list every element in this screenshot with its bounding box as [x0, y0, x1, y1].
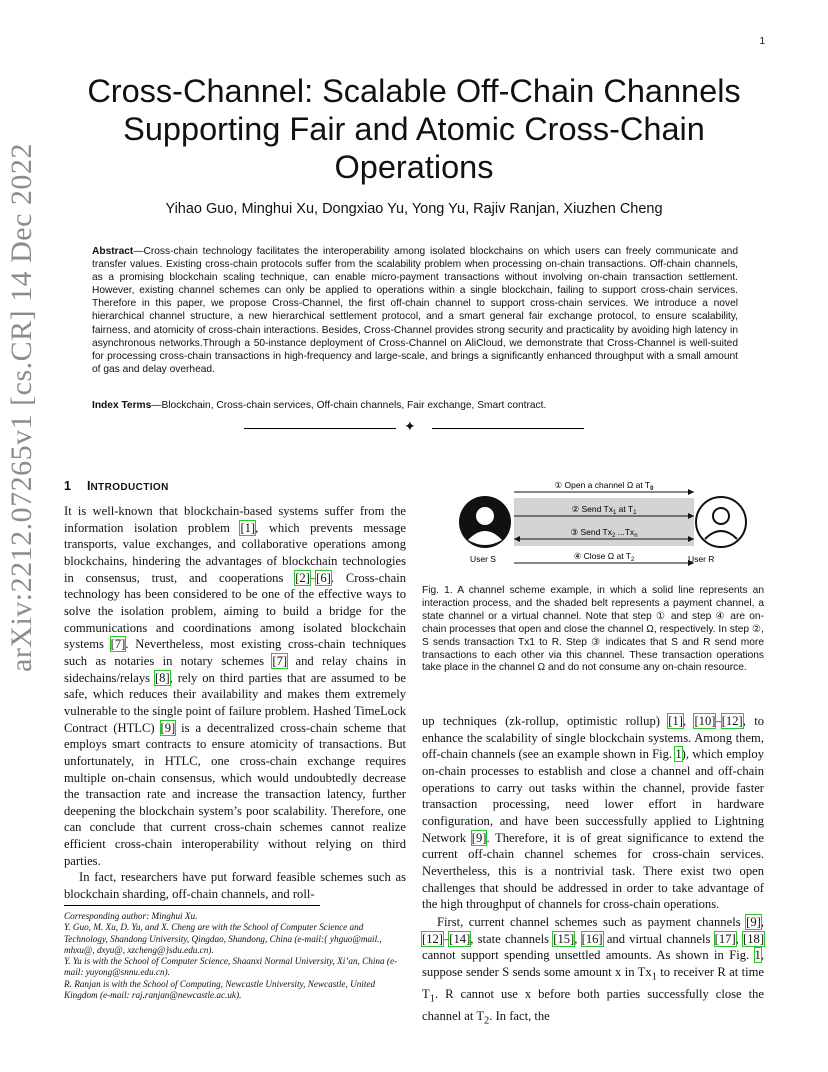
index-terms-text: —Blockchain, Cross-chain services, Off-chain channels, Fair exchange, Smart contract. — [151, 400, 547, 411]
footnote: Y. Yu is with the School of Computer Science, Shaanxi Normal University, Xi’an, China (e-mail: yuyong@snnu.edu.cn). — [64, 956, 398, 978]
citation-link[interactable]: [14] — [449, 931, 471, 946]
paragraph-intro-3: up techniques (zk-rollup, optimistic rollup) [1], [10]–[12], to enhance the scalability of single blockchain systems. Among them, off-chain channels (see an example shown in Fig. 1), which employ on-chain processes to establish and close a channel and off-chain operations to carry out tasks within the channel, provide faster transaction processing, need lower effort in hardware configuration, and have been successfully applied to Lightning Network [9]. Therefore, it is of great significance to extend the current off-chain channel schemes for cross-chain services. Nevertheless, this is a nontrivial task. There exist two open challenges that should be addressed in order to take advantage of the high throughput of channels for cross-chain operations. — [422, 714, 764, 912]
divider-line-left — [244, 428, 396, 429]
citation-link[interactable]: [15] — [553, 931, 575, 946]
paper-title: Cross-Channel: Scalable Off-Chain Channels Supporting Fair and Atomic Cross-Chain Operations — [87, 73, 741, 185]
footnotes — [64, 911, 408, 1001]
citation-link[interactable]: [10] — [694, 714, 716, 728]
index-terms-label: Index Terms — [92, 400, 152, 411]
user-r-icon — [696, 497, 746, 547]
citation-link[interactable]: [1] — [668, 714, 683, 728]
paragraph-intro-1: It is well-known that blockchain-based systems suffer from the information isolation problem [1], which prevents message transports, value exchanges, and collaborative operations among blockchains, hindering the advantages of blockchain technologies in consensus, trust, and cooperations [2]–[6]. Cross-chain technology has been considered to be one of the effective ways to solve the isolation problem, aiming to build a bridge for the communications and coordinations among isolated blockchain systems [7]. Nevertheless, most existing cross-chain techniques such as notaries in notary schemes [7] and relay chains in sidechains/relays [8], rely on third parties that are assumed to be safe, which reduces their availability and makes them extremely vulnerable to the single point of failure problem. Hashed TimeLock Contract (HTLC) [9] is a decentralized cross-chain scheme that employs smart contracts to ensure atomicity of transactions. But unfortunately, in HTLC, one cross-chain exchange requires multiple on-chain consensus, which would undoubtedly decrease the transaction rate and increase the transaction latency, further deepening the blockchain system’s poor scalability. Therefore, one can conclude that current cross-chain schemes cannot realize efficient cross-chain interoperability without relying on third parties. — [64, 504, 407, 868]
citation-link[interactable]: [18] — [743, 931, 765, 946]
user-s-label: User S — [470, 554, 496, 564]
arxiv-stamp[interactable]: arXiv:2212.07265v1 [cs.CR] 14 Dec 2022 — [5, 143, 38, 672]
citation-link[interactable]: [9] — [471, 830, 487, 845]
paragraph-intro-2: In fact, researchers have put forward feasible schemes such as blockchain sharding, off-chain channels, and roll- — [64, 870, 406, 902]
citation-link[interactable]: [1] — [240, 520, 256, 535]
left-column-text — [64, 503, 406, 903]
citation-link[interactable]: [2] — [295, 570, 310, 585]
figure-link[interactable]: 1 — [675, 747, 682, 762]
section-divider — [244, 421, 584, 435]
user-s-icon — [459, 496, 511, 548]
footnote: R. Ranjan is with the School of Computing, Newcastle University, Newcastle, United Kingdom (e-mail: raj.ranjan@newcastle.ac.uk). — [64, 978, 376, 1001]
citation-link[interactable]: [12] — [422, 931, 443, 946]
citation-link[interactable]: [9] — [746, 914, 761, 929]
citation-link[interactable]: [9] — [160, 720, 176, 735]
arrowhead-icon — [688, 489, 694, 495]
abstract-text: —Cross-chain technology facilitates the interoperability among isolated blockchains on which users can freely communicate and transfer values. Existing cross-chain protocols suffer from the scalability problem when processing on-chain transactions. Off-chain channels, as a promising blockchain scaling technique, can enable micro-payment transactions without involving on-chain transaction settlement. However, existing channel schemes can only be applied to operations within a single blockchain, failing to support cross-chain services. Therefore in this paper, we propose Cross-Channel, the first off-chain channel to support cross-chain services. We introduce a novel hierarchical channel structure, a new hierarchical settlement protocol, and a smart general fair exchange protocol, to ensure scalability, fairness, and atomicity of cross-chain interactions. Besides, Cross-Channel provides strong security and practicality by avoiding high latency in asynchronous networks.Through a 50-instance deployment of Cross-Channel on AliCloud, we demonstrate that Cross-Channel is well-suited for processing cross-chain transactions in high-frequency and large-scale, and brings a significantly enhanced throughput with a small amount of gas and delay overhead. — [92, 246, 738, 375]
figure-caption: Fig. 1. A channel scheme example, in which a solid line represents an interaction process, and the shaded belt represents a payment channel, a state channel or a virtual channel. Note that step ① and step ④ are on-chain processes that open and close the channel Ω, respectively. In step ②, S sends transaction Tx1 to R. Step ③ indicates that S and R send more transactions to each other via this channel. These transaction operations take place in the channel Ω and do not consume any on-chain resource. — [422, 585, 764, 674]
citation-link[interactable]: [7] — [272, 653, 288, 668]
citation-link[interactable]: [12] — [721, 714, 743, 728]
section-heading — [64, 479, 169, 493]
abstract-label: Abstract — [92, 246, 134, 257]
step1-label: ① Open a channel Ω at $T_0$ — [554, 480, 654, 492]
divider-line-right — [432, 428, 584, 429]
section-title-rest: NTRODUCTION — [90, 482, 169, 493]
footnote-rule — [64, 905, 320, 906]
step2-label: ② Send $Tx_1$ at $T_1$ — [571, 504, 637, 516]
section-number: 1 — [64, 479, 71, 493]
author-list: Yihao Guo, Minghui Xu, Dongxiao Yu, Yong Yu, Rajiv Ranjan, Xiuzhen Cheng — [165, 201, 663, 217]
citation-link[interactable]: [17] — [714, 931, 736, 946]
page-number: 1 — [759, 36, 765, 47]
footnote: Corresponding author: Minghui Xu. — [64, 911, 198, 921]
channel-scheme-figure — [444, 472, 769, 572]
section-title-initial: I — [86, 479, 91, 493]
citation-link[interactable]: [8] — [154, 670, 170, 685]
abstract — [92, 245, 738, 376]
step4-label: ④ Close Ω at $T_2$ — [573, 551, 635, 563]
citation-link[interactable]: [7] — [110, 637, 126, 652]
divider-star-icon: ✦ — [404, 420, 416, 435]
citation-link[interactable]: [16] — [581, 931, 603, 946]
index-terms — [92, 400, 738, 411]
step3-label: ③ Send $Tx_2$ $...Tx_n$ — [570, 527, 638, 539]
user-r-label: User R — [688, 554, 715, 564]
citation-link[interactable]: [6] — [316, 570, 331, 585]
figure-link[interactable]: 1 — [754, 948, 761, 963]
footnote: Y. Guo, M. Xu, D. Yu, and X. Cheng are with the School of Computer Science and Technology, Shandong University, Qingdao, Shandong, China (e-mail:{ yhguo@mail., mhxu@, dxyu@, xzcheng@}sdu.edu.cn). — [64, 922, 382, 955]
paragraph-intro-4: First, current channel schemes such as payment channels [9], [12]–[14], state channels [15], [16] and virtual channels [17], [18] cannot support spending unsettled amounts. As shown in Fig. 1, suppose sender S sends some amount x in $Tx_1$ to receiver R at time $T_1$. R cannot use x before both parties successfully close the channel at $T_2$. In fact, the — [422, 914, 765, 1027]
right-column-text — [422, 713, 764, 1030]
